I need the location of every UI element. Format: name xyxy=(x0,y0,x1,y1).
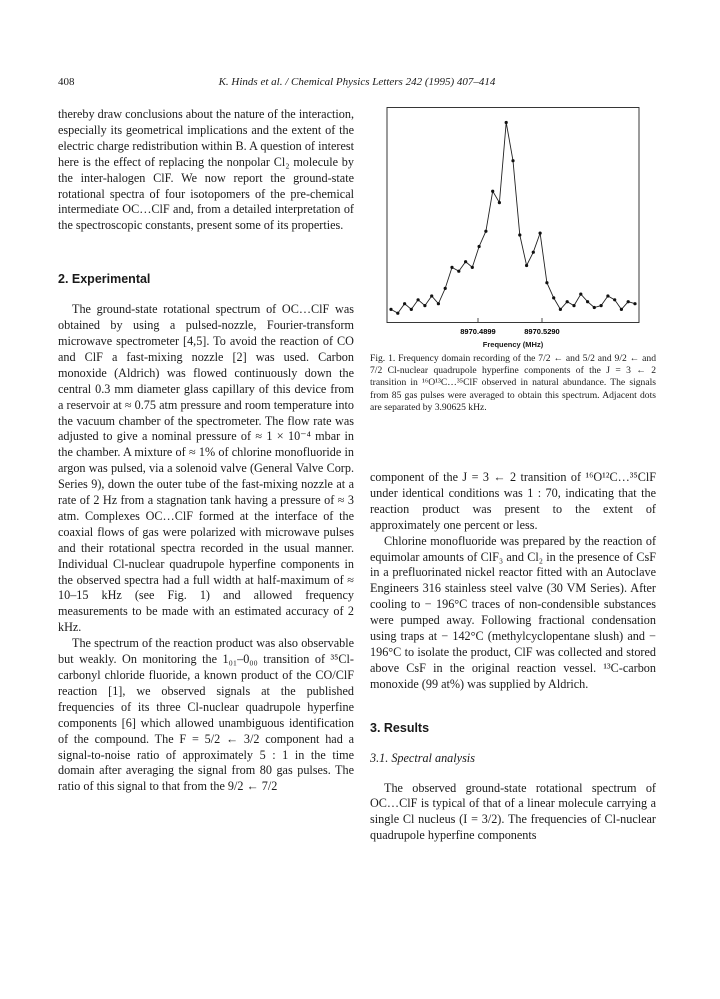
spectrum-point xyxy=(511,159,514,162)
spectrum-point xyxy=(613,298,616,301)
page-number: 408 xyxy=(58,76,75,88)
spectrum-point xyxy=(518,233,521,236)
spectrum-point xyxy=(620,308,623,311)
spectral-analysis-paragraph: The observed ground-state rotational spectrum of OC…ClF is typical of that of a linear molecule carrying a single Cl nucleus (I = 3/2). The frequencies of Cl-nuclear quadrupole hyperfine components xyxy=(370,780,656,843)
right-column xyxy=(370,470,656,844)
intro-paragraph: thereby draw conclusions about the nature of the interaction, especially its geometrical implications and the extent of the electric charge redistribution within B. A question of interest here is the effect of replacing the nonpolar Cl₂ molecule by the inter-halogen ClF. We now report the ground-state rotational spectra of four isotopomers of the pre-chemical intermediate OC…ClF and, from a detailed interpretation of the spectroscopic constants, present some of its properties. xyxy=(58,107,354,233)
x-axis-label: Frequency (MHz) xyxy=(482,340,544,349)
spectrum-point xyxy=(505,121,508,124)
spectrum-point xyxy=(410,308,413,311)
section-heading-results: 3. Results xyxy=(370,720,430,735)
spectrum-point xyxy=(437,302,440,305)
spectrum-point xyxy=(600,304,603,307)
spectrum-point xyxy=(423,304,426,307)
tick-label-1: 8970.4899 xyxy=(460,327,496,336)
tick-label-2: 8970.5290 xyxy=(524,327,560,336)
spectrum-point xyxy=(552,296,555,299)
spectrum-point xyxy=(457,270,460,273)
spectrum-point xyxy=(633,302,636,305)
page-header xyxy=(58,76,656,90)
spectrum-point xyxy=(444,287,447,290)
spectrum-point xyxy=(593,306,596,309)
spectrum-point xyxy=(450,266,453,269)
spectrum-point xyxy=(566,300,569,303)
section-heading-experimental: 2. Experimental xyxy=(58,272,151,287)
continuation-paragraph: component of the J = 3 ← 2 transition of ¹⁶O¹²C…³⁵ClF under identical conditions was 1 : 70, indicating that the reaction product was present to the extent of approximately one percent or less. xyxy=(370,470,656,532)
plot-frame xyxy=(387,108,639,323)
spectrum-point xyxy=(579,293,582,296)
spectrum-point xyxy=(572,304,575,307)
experimental-paragraph-2: The spectrum of the reaction product was also observable but weakly. On monitoring the 1₀₁–0₀₀ transition of ³⁵Cl-carbonyl chloride fluoride, a known product of the CO/ClF reaction [1], we observed signals at the published frequencies of its three Cl-nuclear quadrupole hyperfine components [6] which allowed unambiguous identification of the compound. The F = 5/2 ← 3/2 component had a signal-to-noise ratio of approximately 5 : 1 in the time domain after averaging the signal from 80 gas pulses. The ratio of this signal to that from the 9/2 ← 7/2 xyxy=(58,636,354,794)
spectrum-line xyxy=(391,123,635,314)
spectrum-point xyxy=(491,190,494,193)
running-title: K. Hinds et al. / Chemical Physics Letters 242 (1995) 407–414 xyxy=(218,76,496,88)
spectrum-plot xyxy=(370,107,656,339)
spectrum-point xyxy=(606,294,609,297)
spectrum-point xyxy=(532,251,535,254)
experimental-paragraph-1: The ground-state rotational spectrum of OC…ClF was obtained by using a pulsed-nozzle, Fourier-transform microwave spectrometer [4,5]. To avoid the reaction of CO and ClF a fast-mixing nozzle [2] was used. Carbon monoxide (Aldrich) was flowed continuously down the central 0.3 mm diameter glass capillary of this device from a reservoir at ≈ 0.75 atm pressure and room temperature into the vacuum chamber of the spectrometer. The flow rate was adjusted to give a nominal pressure of ≈ 1 × 10⁻⁴ mbar in the chamber. A mixture of ≈ 1% of chlorine monofluoride in argon was pulsed, via a solenoid valve (General Valve Corp. Series 9), down the outer tube of the fast-mixing nozzle at a rate of 2 Hz from a stagnation tank having a pressure of ≈ 3 atm. Complexes OC…ClF formed at the interface of the coaxial flows of gas were polarized with microwave pulses and their rotational spectra recorded in the usual manner. Individual Cl-nuclear quadrupole hyperfine components in the observed spectra had a full width at half-maximum of ≈ 10–15 kHz (see Fig. 1) and allowed frequency measurements to be made with an estimated accuracy of 2 kHz. xyxy=(58,302,354,635)
spectrum-point xyxy=(478,245,481,248)
spectrum-point xyxy=(430,294,433,297)
figure-1 xyxy=(370,107,656,414)
spectrum-point xyxy=(586,300,589,303)
subsection-heading-spectral-analysis: 3.1. Spectral analysis xyxy=(370,750,475,765)
chlorine-monofluoride-paragraph: Chlorine monofluoride was prepared by the reaction of equimolar amounts of ClF₃ and Cl₂ in the presence of CsF in a prefluorinated nickel reactor fitted with an Autoclave Engineers 316 stainless steel valve (30 VM Series). After cooling to − 196°C traces of non-condensible substances were pumped away. Following fractional condensation using traps at − 142°C (methylcyclopentane slush) and − 196°C to isolate the product, ClF was collected and stored above CsF in the original reaction vessel. ¹³C-carbon monoxide (99 at%) was supplied by Aldrich. xyxy=(370,533,656,691)
spectrum-point xyxy=(389,308,392,311)
spectrum-point xyxy=(525,264,528,267)
spectrum-point xyxy=(396,312,399,315)
spectrum-point xyxy=(484,230,487,233)
spectrum-point xyxy=(627,300,630,303)
spectrum-point xyxy=(403,302,406,305)
spectrum-point xyxy=(545,281,548,284)
figure-caption: Fig. 1. Frequency domain recording of the 7/2 ← and 5/2 and 9/2 ← and 7/2 Cl-nuclear quadrupole hyperfine components of the J = 3 ← 2 transition in ¹⁶O¹³C…³⁵ClF observed in natural abundance. The signals from 85 gas pulses were averaged to obtain this spectrum. Adjacent dots are separated by 3.90625 kHz. xyxy=(370,353,656,413)
spectrum-point xyxy=(417,298,420,301)
spectrum-point xyxy=(498,201,501,204)
spectrum-point xyxy=(559,308,562,311)
spectrum-point xyxy=(539,232,542,235)
left-column xyxy=(58,107,354,795)
spectrum-point xyxy=(464,260,467,263)
spectrum-point xyxy=(471,266,474,269)
